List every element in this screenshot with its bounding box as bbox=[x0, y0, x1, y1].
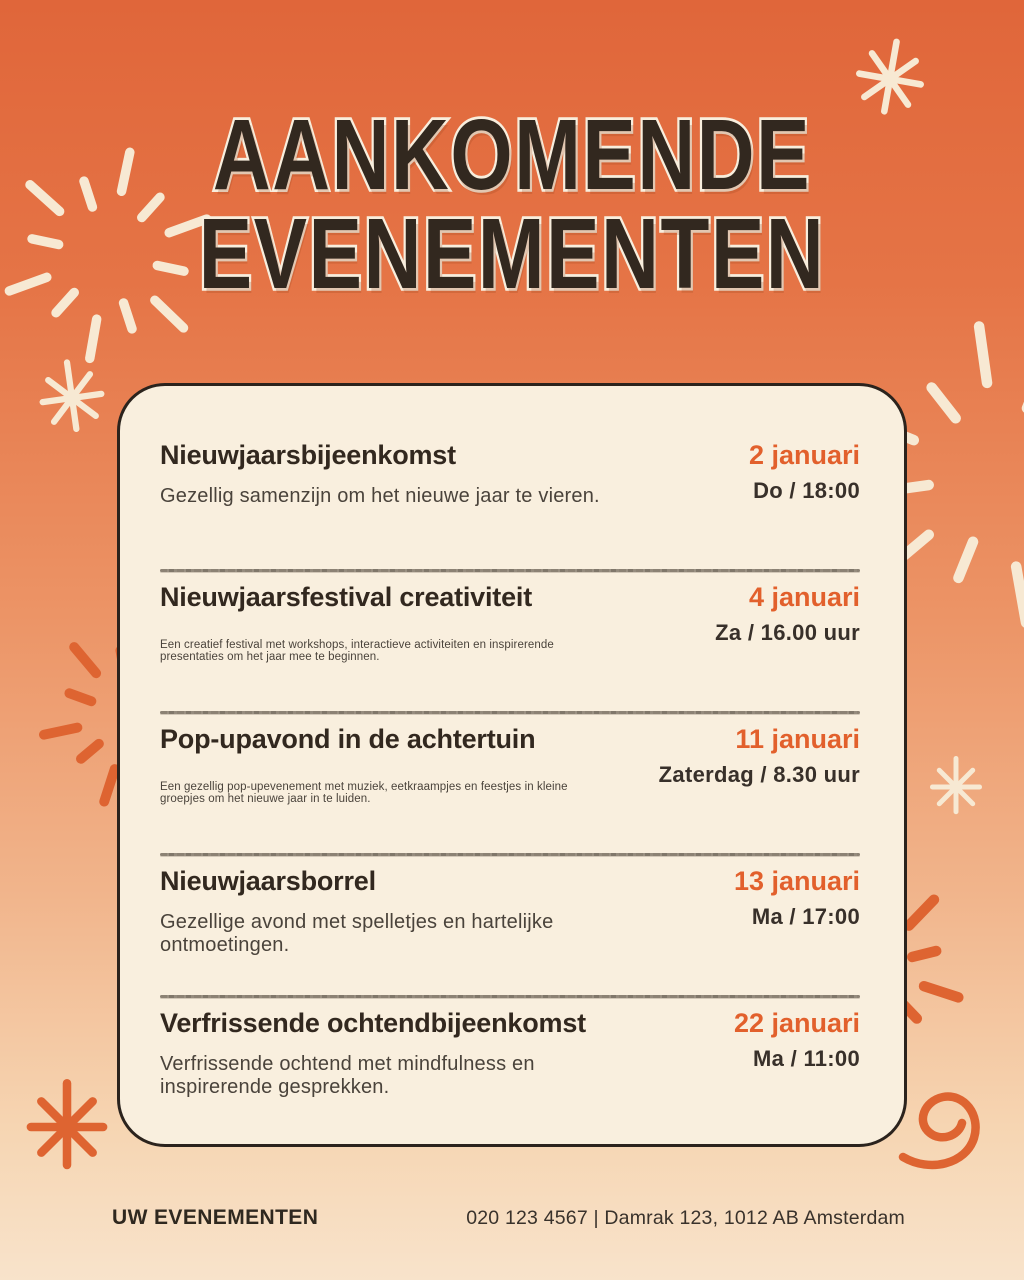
event-schedule bbox=[625, 866, 860, 995]
event-row-ochtendbijeenkomst bbox=[160, 998, 860, 1137]
footer-brand: UW EVENEMENTEN bbox=[112, 1206, 319, 1229]
poster-title-line2: EVENEMENTEN bbox=[198, 198, 826, 310]
event-row-popupavond bbox=[160, 714, 860, 853]
event-info bbox=[160, 724, 625, 853]
event-schedule bbox=[625, 440, 860, 569]
event-time: Do / 18:00 bbox=[753, 478, 860, 503]
event-title: Verfrissende ochtendbijeenkomst bbox=[160, 1008, 586, 1038]
event-schedule bbox=[625, 724, 860, 853]
swirl-icon bbox=[903, 1097, 976, 1165]
sparkle-star-icon bbox=[854, 36, 928, 116]
event-schedule bbox=[625, 1008, 860, 1137]
sparkle-star-icon bbox=[38, 358, 106, 433]
event-date: 13 januari bbox=[733, 866, 860, 896]
event-description: Een creatief festival met workshops, interactieve activiteiten en inspirerende presentaties om het jaar mee te beginnen. bbox=[160, 639, 554, 663]
event-date: 2 januari bbox=[748, 440, 860, 470]
event-time: Zaterdag / 8.30 uur bbox=[658, 762, 860, 787]
event-date: 11 januari bbox=[735, 724, 860, 754]
event-info bbox=[160, 1008, 625, 1137]
event-title: Pop-upavond in de achtertuin bbox=[160, 724, 536, 754]
event-title: Nieuwjaarsbijeenkomst bbox=[160, 440, 456, 470]
poster-title bbox=[102, 99, 921, 310]
event-description: Verfrissende ochtend met mindfulness en inspirerende gesprekken. bbox=[160, 1053, 535, 1098]
event-date: 4 januari bbox=[748, 582, 860, 612]
events-card bbox=[117, 383, 907, 1147]
event-date: 22 januari bbox=[733, 1008, 860, 1038]
event-title: Nieuwjaarsborrel bbox=[160, 866, 376, 896]
footer-contact: 020 123 4567 | Damrak 123, 1012 AB Amsterdam bbox=[466, 1207, 905, 1229]
sparkle-star-icon bbox=[31, 1083, 103, 1165]
event-row-nieuwjaarsfestival bbox=[160, 572, 860, 711]
event-description: Gezellige avond met spelletjes en hartelijke ontmoetingen. bbox=[160, 911, 554, 956]
event-row-nieuwjaarsborrel bbox=[160, 856, 860, 995]
event-info bbox=[160, 582, 625, 711]
event-schedule bbox=[625, 582, 860, 711]
event-title: Nieuwjaarsfestival creativiteit bbox=[160, 582, 532, 612]
event-info bbox=[160, 440, 625, 569]
event-time: Ma / 11:00 bbox=[753, 1046, 860, 1071]
event-description: Gezellig samenzijn om het nieuwe jaar te vieren. bbox=[160, 485, 600, 507]
event-time: Za / 16.00 uur bbox=[715, 620, 860, 645]
event-row-nieuwjaarsbijeenkomst bbox=[160, 430, 860, 569]
poster-title-line1: AANKOMENDE bbox=[212, 99, 812, 211]
sparkle-star-icon bbox=[932, 758, 979, 811]
event-info bbox=[160, 866, 625, 995]
event-time: Ma / 17:00 bbox=[751, 904, 860, 929]
event-description: Een gezellig pop-upevenement met muziek, eetkraampjes en feestjes in kleine groepjes om het nieuwe jaar in te luiden. bbox=[160, 781, 568, 805]
